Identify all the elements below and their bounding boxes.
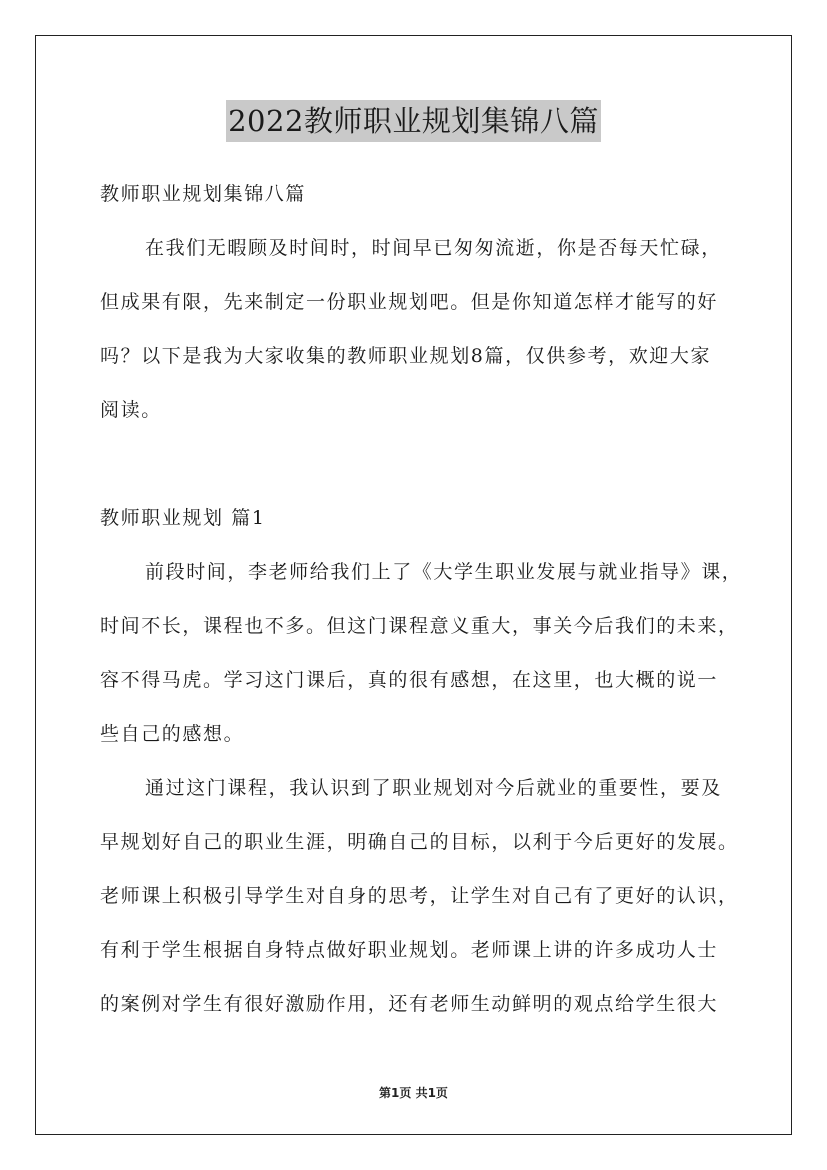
intro-line-3: 吗？以下是我为大家收集的教师职业规划8篇，仅供参考，欢迎大家 (100, 345, 712, 367)
intro-line-1: 在我们无暇顾及时间时，时间早已匆匆流逝，你是否每天忙碌， (145, 237, 722, 259)
paragraph1-line-1: 前段时间，李老师给我们上了《大学生职业发展与就业指导》课， (145, 561, 743, 583)
document-subtitle: 教师职业规划集锦八篇 (100, 183, 307, 205)
paragraph2-line-3: 老师课上积极引导学生对自身的思考，让学生对自己有了更好的认识， (100, 885, 739, 907)
document-title-text: 2022教师职业规划集锦八篇 (226, 100, 601, 142)
page-footer: 第1页 共1页 (379, 1086, 448, 1100)
section-heading: 教师职业规划 篇1 (100, 507, 266, 529)
paragraph1-line-3: 容不得马虎。学习这门课后，真的很有感想，在这里，也大概的说一 (100, 669, 719, 691)
document-title (0, 100, 827, 142)
paragraph2-line-1: 通过这门课程，我认识到了职业规划对今后就业的重要性，要及 (145, 777, 722, 799)
paragraph1-line-2: 时间不长，课程也不多。但这门课程意义重大，事关今后我们的未来， (100, 615, 739, 637)
paragraph2-line-5: 的案例对学生有很好激励作用，还有老师生动鲜明的观点给学生很大 (100, 993, 719, 1015)
paragraph1-line-4: 些自己的感想。 (100, 723, 245, 745)
paragraph2-line-2: 早规划好自己的职业生涯，明确自己的目标，以利于今后更好的发展。 (100, 831, 739, 853)
paragraph2-line-4: 有利于学生根据自身特点做好职业规划。老师课上讲的许多成功人士 (100, 939, 719, 961)
intro-line-2: 但成果有限，先来制定一份职业规划吧。但是你知道怎样才能写的好 (100, 291, 719, 313)
intro-line-4: 阅读。 (100, 399, 162, 421)
